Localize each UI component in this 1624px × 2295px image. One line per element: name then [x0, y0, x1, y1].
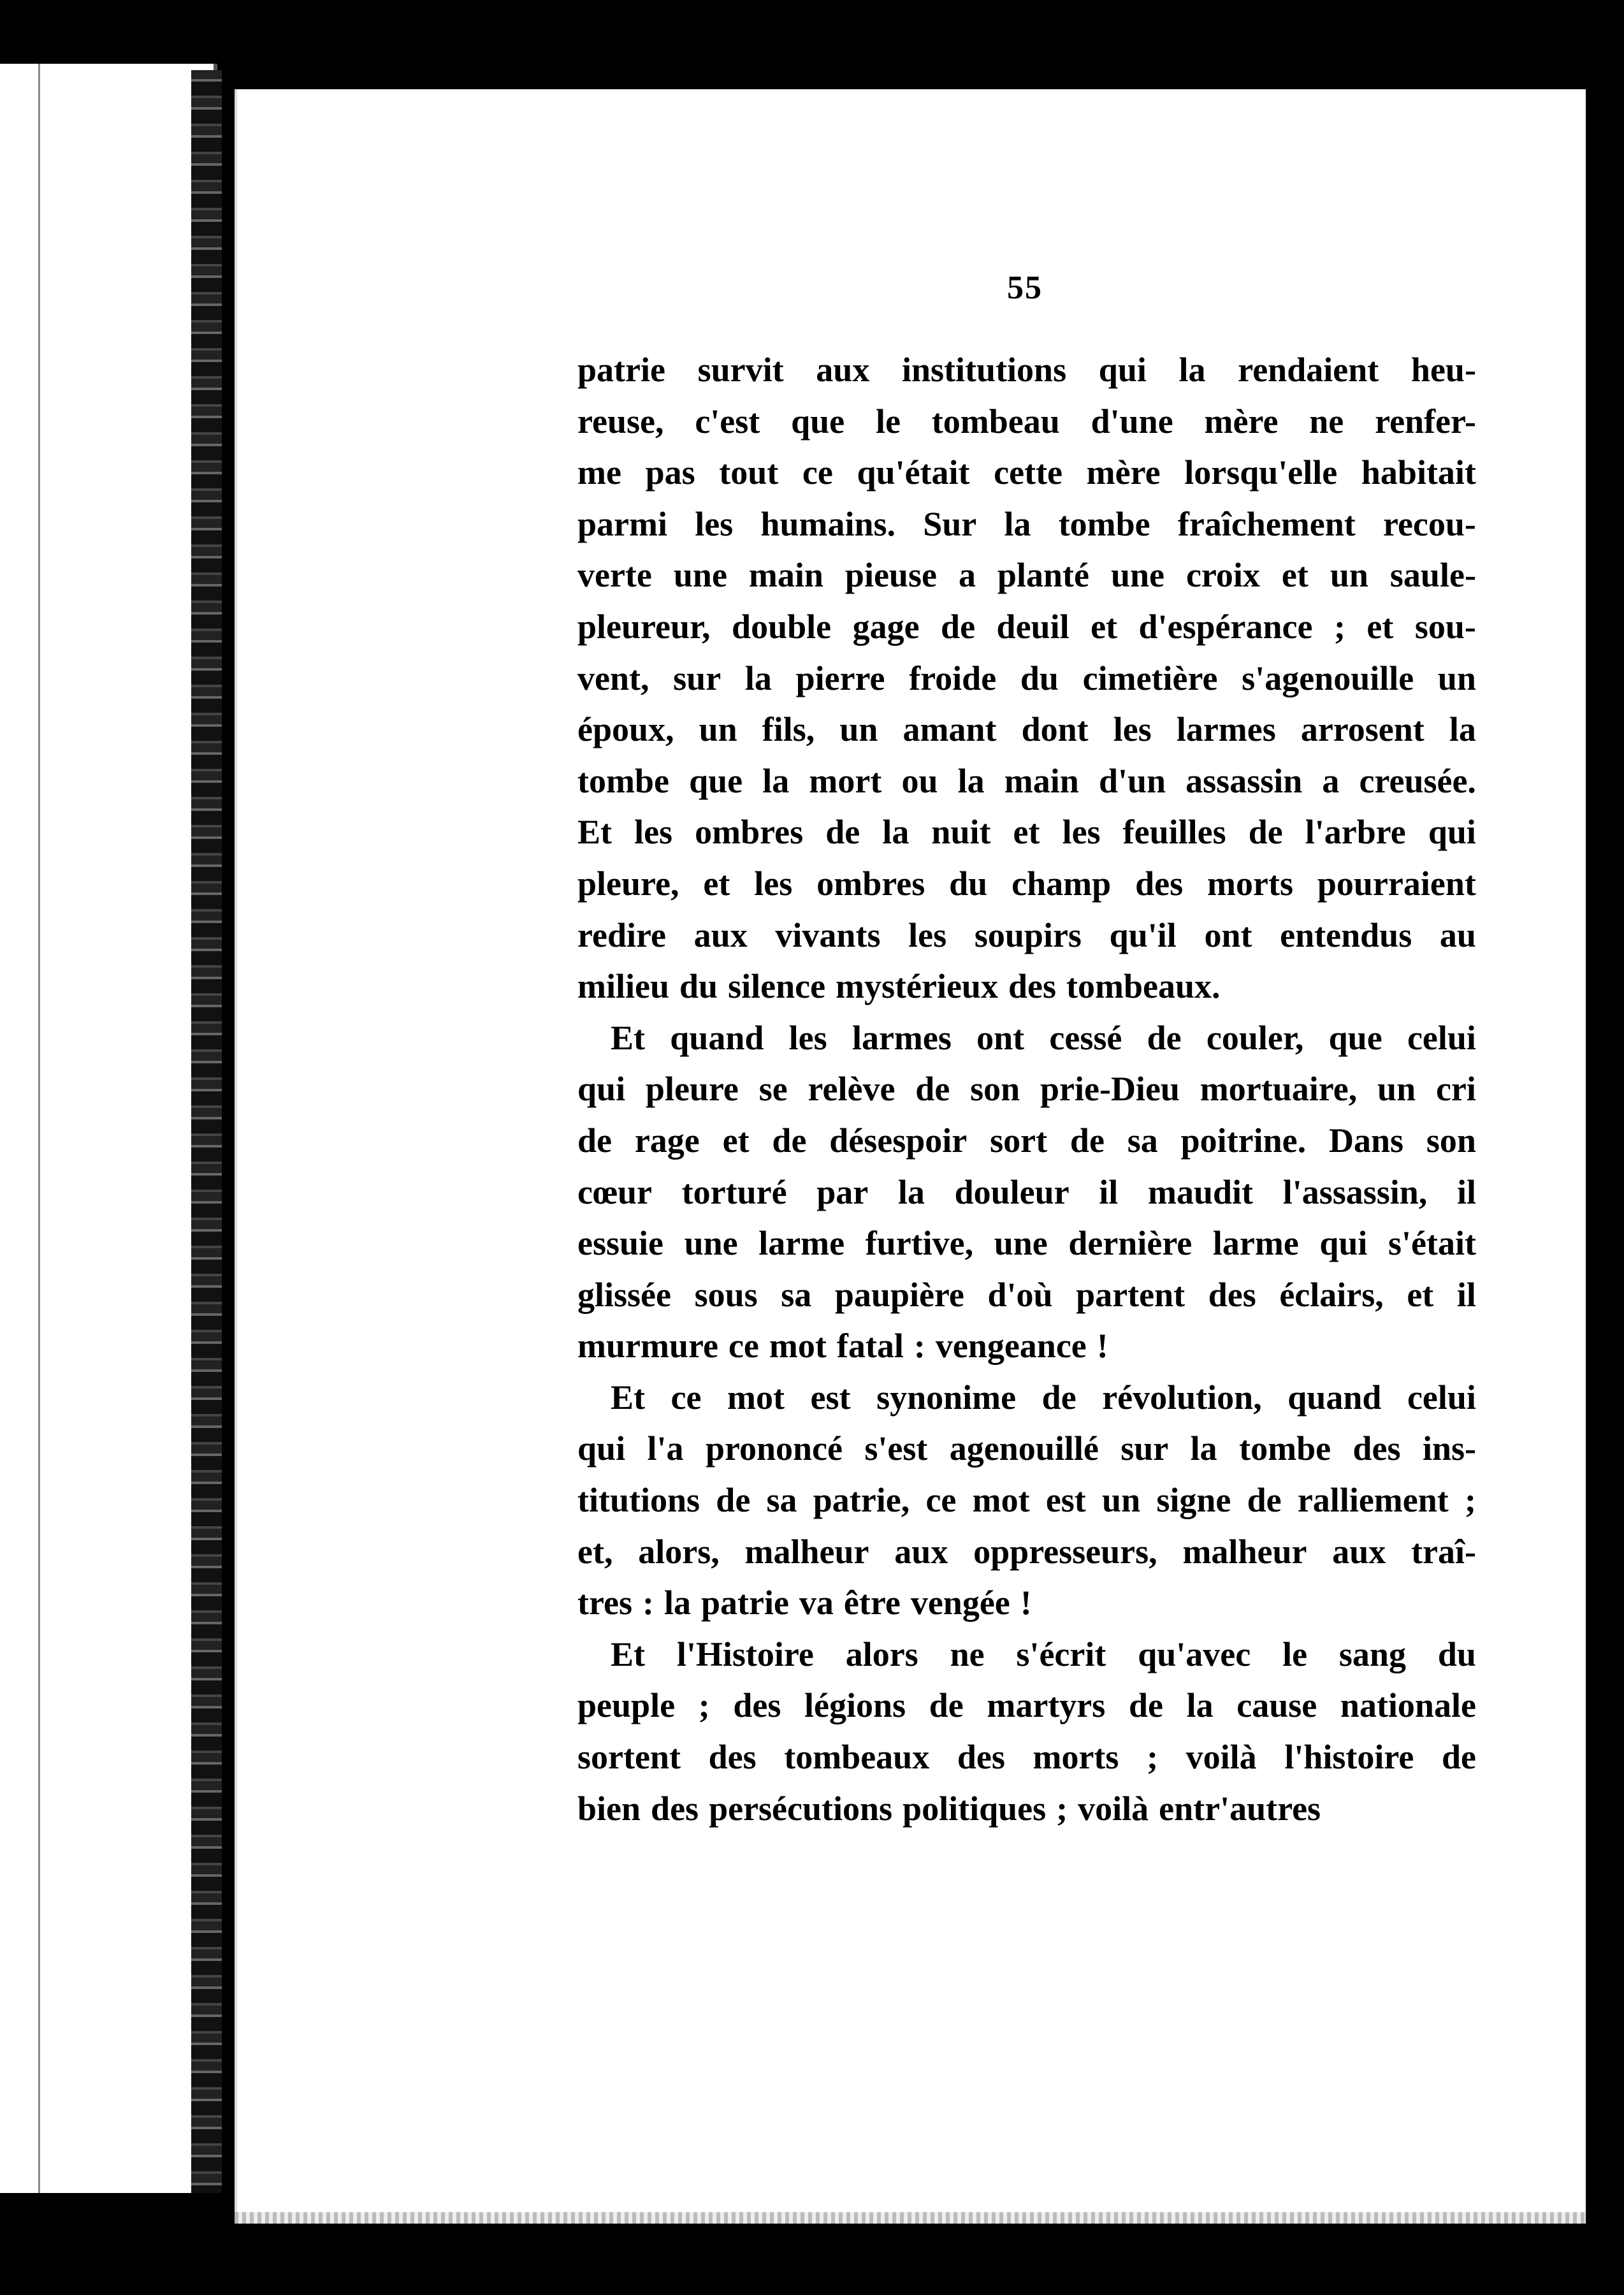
text-line: titutions de sa patrie, ce mot est un signe de ralliement ; — [577, 1481, 1476, 1520]
book-spine — [191, 70, 222, 2193]
text-line: murmure ce mot fatal : vengeance ! — [577, 1327, 1108, 1366]
text-line: Et quand les larmes ont cessé de couler, que celui — [611, 1018, 1476, 1057]
text-line: sortent des tombeaux des morts ; voilà l'histoire de — [577, 1738, 1476, 1777]
text-line: milieu du silence mystérieux des tombeaux. — [577, 967, 1221, 1006]
text-line: peuple ; des légions de martyrs de la cause nationale — [577, 1686, 1476, 1725]
text-line: qui pleure se relève de son prie-Dieu mortuaire, un cri — [577, 1070, 1476, 1109]
text-line: qui l'a prononcé s'est agenouillé sur la tombe des ins- — [577, 1429, 1476, 1468]
text-line: essuie une larme furtive, une dernière larme qui s'était — [577, 1224, 1476, 1263]
text-line: Et ce mot est synonime de révolution, quand celui — [611, 1378, 1476, 1417]
text-line: pleure, et les ombres du champ des morts pourraient — [577, 864, 1476, 903]
page-text — [577, 344, 1476, 1834]
text-line: bien des persécutions politiques ; voilà entr'autres — [577, 1789, 1321, 1828]
text-line: me pas tout ce qu'était cette mère lorsqu'elle habitait — [577, 453, 1476, 492]
page-number: 55 — [1007, 270, 1043, 306]
text-line: Et les ombres de la nuit et les feuilles de l'arbre qui — [577, 813, 1476, 852]
text-line: tres : la patrie va être vengée ! — [577, 1584, 1032, 1622]
text-line: redire aux vivants les soupirs qu'il ont entendus au — [577, 915, 1476, 954]
page-edge-line — [38, 64, 40, 2193]
paragraph — [577, 1372, 1476, 1629]
text-line: patrie survit aux institutions qui la rendaient heu- — [577, 351, 1476, 389]
text-line: vent, sur la pierre froide du cimetière s'agenouille un — [577, 659, 1476, 697]
paragraph — [577, 1629, 1476, 1834]
page-bottom-edge — [235, 2212, 1586, 2224]
text-line: pleureur, double gage de deuil et d'espérance ; et sou- — [577, 607, 1476, 646]
text-line: tombe que la mort ou la main d'un assassin a creusée. — [577, 761, 1476, 800]
text-line: de rage et de désespoir sort de sa poitrine. Dans son — [577, 1121, 1476, 1160]
previous-page-edge — [0, 64, 217, 2193]
text-line: cœur torturé par la douleur il maudit l'assassin, il — [577, 1172, 1476, 1211]
text-line: parmi les humains. Sur la tombe fraîchement recou- — [577, 504, 1476, 543]
text-line: reuse, c'est que le tombeau d'une mère ne renfer- — [577, 402, 1476, 441]
text-line: Et l'Histoire alors ne s'écrit qu'avec le sang du — [611, 1635, 1476, 1673]
text-line: et, alors, malheur aux oppresseurs, malheur aux traî- — [577, 1532, 1476, 1571]
paragraph — [577, 1012, 1476, 1372]
paragraph — [577, 344, 1476, 1012]
text-line: époux, un fils, un amant dont les larmes arrosent la — [577, 710, 1476, 749]
text-line: verte une main pieuse a planté une croix et un saule- — [577, 556, 1476, 595]
text-line: glissée sous sa paupière d'où partent des éclairs, et il — [577, 1275, 1476, 1314]
